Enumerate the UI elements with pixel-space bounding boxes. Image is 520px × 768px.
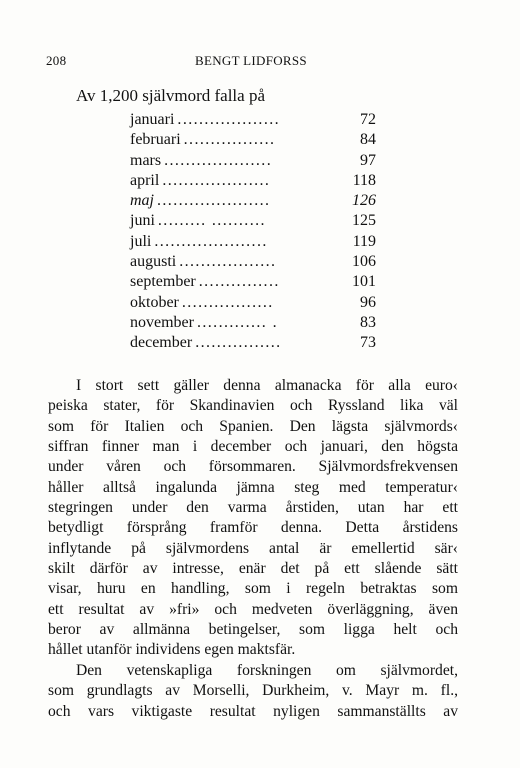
text-line: under våren och försommaren. Självmordsfrekvensen [48, 458, 458, 476]
month-count: 106 [352, 253, 376, 271]
text-line: håller alltså ingalunda jämna steg med temperatur‹ [48, 478, 458, 496]
month-name: juni [130, 212, 155, 230]
month-count: 118 [352, 171, 376, 189]
dot-leader: ..................... [154, 232, 268, 250]
dot-leader: ................. [181, 293, 274, 311]
table-row [130, 334, 376, 354]
dot-leader: ............. . [196, 313, 278, 331]
monthly-suicide-table [130, 111, 376, 355]
table-row [130, 294, 376, 314]
table-row [130, 192, 376, 212]
text-line: och vars viktigaste resultat nyligen sammanställts av [48, 702, 458, 720]
page-header [46, 53, 456, 71]
dot-leader: .................... [164, 151, 273, 169]
text-line: skilt därför av intresse, enär det på ett slående sätt [48, 560, 458, 578]
month-name: februari [130, 131, 181, 149]
month-name: november [130, 313, 194, 331]
month-count: 84 [360, 131, 376, 149]
text-line: Den vetenskapliga forskningen om självmordet, [76, 662, 458, 679]
month-count: 101 [352, 273, 376, 291]
month-count: 73 [360, 334, 376, 352]
dot-leader: ............... [198, 273, 280, 291]
table-row [130, 233, 376, 253]
table-row [130, 273, 376, 293]
month-name: december [130, 334, 193, 352]
month-name: oktober [130, 293, 179, 311]
table-row [130, 212, 376, 232]
table-row [130, 314, 376, 334]
paragraph-2 [48, 661, 458, 722]
text-line: som för Italien och Spanien. Den lägsta självmords‹ [48, 417, 458, 435]
table-row [130, 131, 376, 151]
page-number: 208 [46, 53, 67, 68]
text-line: ett resultat av »fri» och medveten överläggning, även [48, 600, 458, 618]
month-count: 83 [360, 313, 376, 331]
text-line: betydligt försprång framför denna. Detta årstidens [48, 519, 458, 537]
table-intro: Av 1,200 självmord falla på [76, 86, 266, 105]
text-line: visar, huru en handling, som i regeln betraktas som [48, 580, 458, 598]
paragraph-1 [48, 376, 458, 661]
text-line: inflytande på självmordens antal är emellertid sär‹ [48, 539, 458, 557]
text-line: beror av allmänna betingelser, som ligga helt och [48, 621, 458, 639]
dot-leader: ..................... [157, 192, 271, 210]
month-count: 119 [352, 232, 376, 250]
table-row [130, 152, 376, 172]
table-row [130, 253, 376, 273]
running-title: BENGT LIDFORSS [195, 53, 307, 68]
month-count: 126 [352, 192, 376, 210]
text-line: I stort sett gäller denna almanacka för alla euro‹ [76, 377, 458, 394]
month-count: 97 [360, 151, 376, 169]
month-name: juli [130, 232, 152, 250]
text-line: siffran finner man i december och januari, den högsta [48, 438, 458, 456]
month-name: maj [130, 192, 154, 210]
table-row [130, 172, 376, 192]
month-name: april [130, 171, 160, 189]
text-line: peiska stater, för Skandinavien och Ryssland lika väl [48, 397, 458, 415]
text-line: som grundlagts av Morselli, Durkheim, v. Mayr m. fl., [48, 682, 458, 700]
month-name: mars [130, 151, 162, 169]
dot-leader: ......... .......... [157, 212, 266, 230]
month-count: 96 [360, 293, 376, 311]
text-line: hållet utanför individens egen maktsfär. [48, 641, 296, 659]
dot-leader: ................. [183, 131, 276, 149]
dot-leader: .................. [179, 253, 277, 271]
dot-leader: ................ [195, 334, 282, 352]
month-name: januari [130, 111, 175, 128]
month-count: 125 [352, 212, 376, 230]
month-name: augusti [130, 253, 177, 271]
month-name: september [130, 273, 196, 291]
month-count: 72 [360, 111, 376, 128]
text-line: stegringen under den varma årstiden, utan har ett [48, 499, 458, 517]
table-row [130, 111, 376, 131]
dot-leader: .................... [162, 171, 271, 189]
dot-leader: ................... [177, 111, 281, 128]
